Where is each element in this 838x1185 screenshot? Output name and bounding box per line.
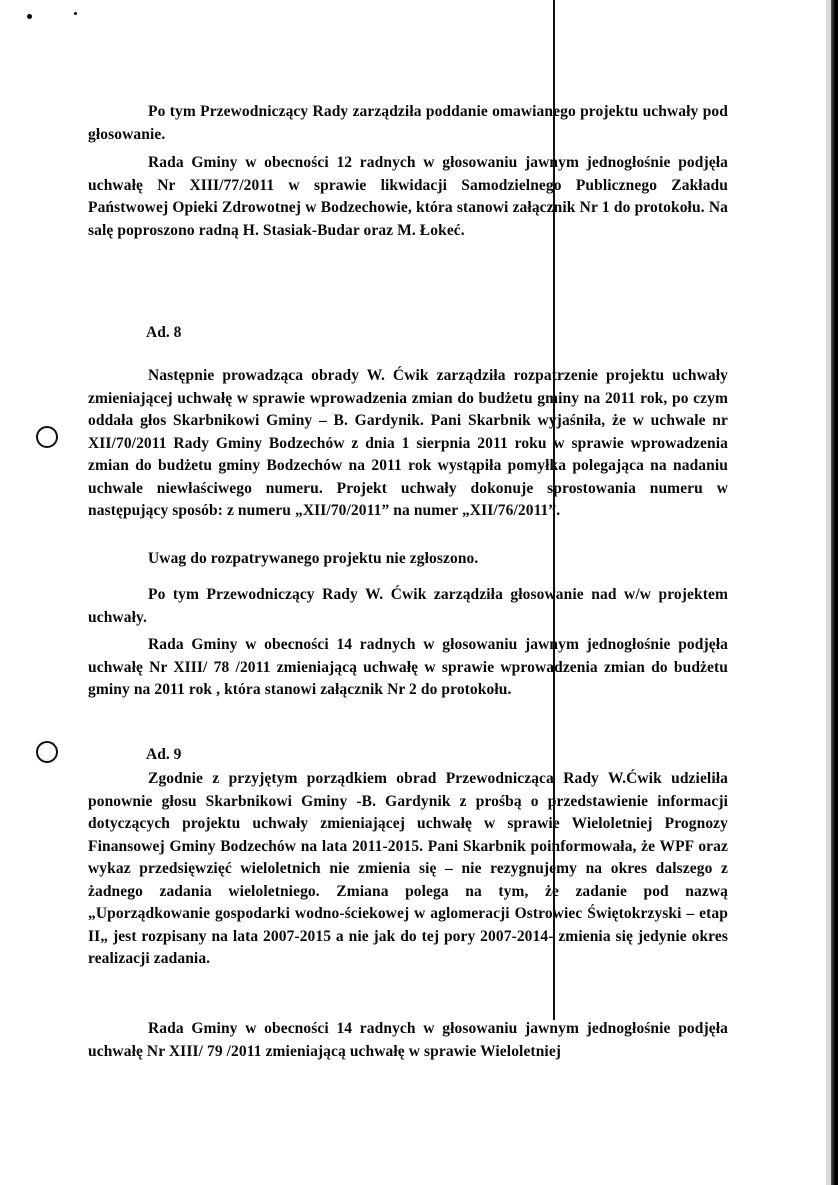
heading-ad-8: Ad. 8 bbox=[146, 324, 182, 341]
paragraph-resolution-79: Rada Gminy w obecności 14 radnych w głosowaniu jawnym jednogłośnie podjęła uchwałę Nr XIII/ 79 /2011 zmieniającą uchwałę w sprawie Wieloletniej bbox=[88, 1020, 728, 1060]
scan-speck bbox=[74, 12, 77, 15]
scan-edge-border bbox=[831, 0, 838, 1185]
scan-speck bbox=[27, 14, 32, 19]
paragraph-wpf-information: Zgodnie z przyjętym porządkiem obrad Przewodnicząca Rady W.Ćwik udzieliła ponownie głosu Skarbnikowi Gminy -B. Gardynik z prośbą o przedstawienie informacji dotyczących projektu uchwały zmieniającej uchwałę w sprawie Wieloletniej Prognozy Finansowej Gminy Bodzechów na lata 2011-2015. Pani Skarbnik poinformowała, że WPF oraz wykaz przedsięwzięć wieloletnich nie zmienia się – nie rezygnujemy na okres dalszego z żadnego zadania wieloletniego. Zmiana polega na tym, że zadanie pod nazwą „Uporządkowanie gospodarki wodno-ściekowej w aglomeracji Ostrowiec Świętokrzyski – etap II„ jest rozpisany na lata 2007-2015 a nie jak do tej pory 2007-2014- zmienia się jedynie okres realizacji zadania. bbox=[88, 770, 728, 967]
punch-hole-lower bbox=[36, 741, 58, 763]
paragraph-voting-order: Po tym Przewodniczący Rady W. Ćwik zarządziła głosowanie nad w/w projektem uchwały. bbox=[88, 586, 728, 626]
punch-hole-upper bbox=[36, 426, 58, 448]
paragraph-budget-amendment: Następnie prowadząca obrady W. Ćwik zarządziła rozpatrzenie projektu uchwały zmieniającej uchwałę w sprawie wprowadzenia zmian do budżetu gminy na 2011 rok, po czym oddała głos Skarbnikowi Gminy – B. Gardynik. Pani Skarbnik wyjaśniła, że w uchwale nr XII/70/2011 Rady Gminy Bodzechów z dnia 1 sierpnia 2011 roku w sprawie wprowadzenia zmian do budżetu gminy Bodzechów na 2011 rok wystąpiła pomyłka polegająca na nadaniu uchwale niewłaściwego numeru. Projekt uchwały dokonuje sprostowania numeru w następujący sposób: z numeru „XII/70/2011” na numer „XII/76/2011”. bbox=[88, 367, 728, 519]
paragraph-resolution-77: Rada Gminy w obecności 12 radnych w głosowaniu jawnym jednogłośnie podjęła uchwałę Nr XIII/77/2011 w sprawie likwidacji Samodzielnego Publicznego Zakładu Państwowej Opieki Zdrowotnej w Bodzechowie, która stanowi załącznik Nr 1 do protokołu. Na salę poproszono radną H. Stasiak-Budar oraz M. Łokeć. bbox=[88, 154, 728, 239]
paragraph-voting-call: Po tym Przewodniczący Rady zarządziła poddanie omawianego projektu uchwały pod głosowanie. bbox=[88, 103, 728, 143]
paragraph-resolution-78: Rada Gminy w obecności 14 radnych w głosowaniu jawnym jednogłośnie podjęła uchwałę Nr XIII/ 78 /2011 zmieniającą uchwałę w sprawie wprowadzenia zmian do budżetu gminy na 2011 rok , która stanowi załącznik Nr 2 do protokołu. bbox=[88, 636, 728, 698]
heading-ad-9: Ad. 9 bbox=[146, 746, 182, 763]
paragraph-no-remarks: Uwag do rozpatrywanego projektu nie zgłoszono. bbox=[148, 550, 479, 567]
